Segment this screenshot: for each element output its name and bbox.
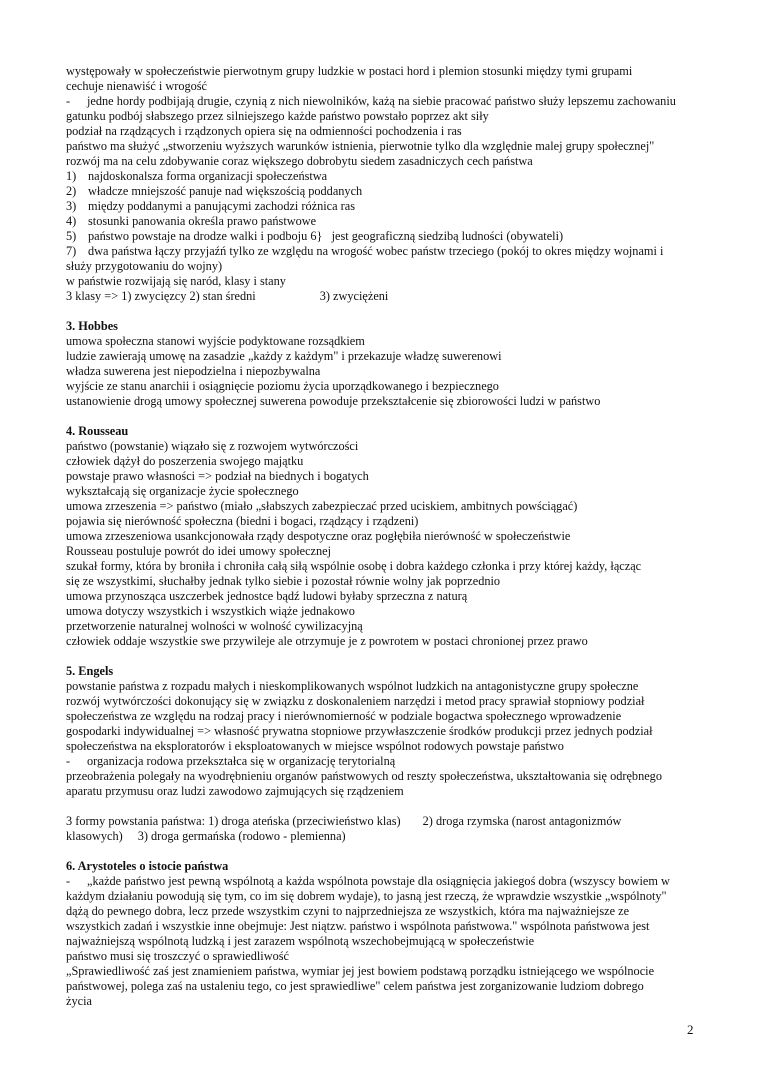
text-line: umowa społeczna stanowi wyjście podyktowane rozsądkiem [66,334,365,348]
text-line: władza suwerena jest niepodzielna i niepozbywalna [66,364,321,378]
text-line: służy przygotowaniu do wojny) [66,259,223,273]
text-line: państwo (powstanie) wiązało się z rozwojem wytwórczości [66,439,359,453]
text-line: człowiek oddaje wszystkie swe przywileje ale otrzymuje je z powrotem w postaci chronionej przez prawo [66,634,588,648]
text-line: przeobrażenia polegały na wyodrębnieniu organów państwowych od reszty społeczeństwa, ukształtowania się odrębnego [66,769,662,783]
text-fragment: 3 formy powstania państwa: 1) droga ateńska (przeciwieństwo klas) [66,814,401,828]
text-line: występowały w społeczeństwie pierwotnym grupy ludzkie w postaci hord i plemion stosunki między tymi grupami [66,64,633,78]
list-item [66,244,706,259]
list-number: 5) [66,229,77,243]
section-heading-aristotle: 6. Arystoteles o istocie państwa [66,859,229,873]
text-line: podział na rządzących i rządzonych opiera się na odmienności pochodzenia i ras [66,124,462,138]
text-line: państwo ma służyć „stworzeniu wyższych warunków istnienia, pierwotnie tylko dla względnie malej grupy społecznej" [66,139,655,153]
text-line: państwo musi się troszczyć o sprawiedliwość [66,949,290,963]
section-heading-engels: 5. Engels [66,664,114,678]
text-line: człowiek dążył do poszerzenia swojego majątku [66,454,304,468]
dash-line [66,874,706,889]
list-text: stosunki panowania określa prawo państwowe [88,214,317,228]
text-line: „każde państwo jest pewną wspólnotą a każda wspólnota powstaje dla osiągnięcia jakiegoś dobra (wszyscy bowiem w [87,874,670,888]
dash-marker: - [66,94,71,108]
list-number: 2) [66,184,77,198]
list-number: 1) [66,169,77,183]
text-line: ludzie zawierają umowę na zasadzie „każdy z każdym" i przekazuje władzę suwerenowi [66,349,502,363]
text-line: rozwój ma na celu zdobywanie coraz większego dobrobytu siedem zasadniczych cech państwa [66,154,533,168]
list-item [66,214,706,229]
text-line: najważniejszą wspólnotą ludzką i jest zarazem wspólnotą wszechobejmującą w społeczeństwie [66,934,535,948]
text-line: ustanowienie drogą umowy społecznej suwerena powoduje przekształcenie się zbiorowości ludzi w państwo [66,394,601,408]
text-line: życia [66,994,92,1008]
text-line: umowa zrzeszeniowa usankcjonowała rządy despotyczne oraz pogłębiła nierówność w społeczeństwie [66,529,571,543]
text-line: powstanie państwa z rozpadu małych i nieskomplikowanych wspólnot ludzkich na antagonistyczne grupy społeczne [66,679,639,693]
text-line: społeczeństwa ze względu na rodzaj pracy i nierównomierność w podziale bogactwa społecznego wprowadzenie [66,709,622,723]
list-number: 3) [66,199,77,213]
list-number: 7) [66,244,77,258]
text-line: „Sprawiedliwość zaś jest znamieniem państwa, wymiar jej jest bowiem podstawą porządku istniejącego we wspólnocie [66,964,655,978]
text-line: aparatu przymusu oraz ludzi zawodowo zajmujących się rządzeniem [66,784,404,798]
list-text: dwa państwa łączy przyjaźń tylko ze względu na wrogość wobec państw trzeciego (pokój to okres między wojnami i [88,244,664,258]
classes-line [66,289,706,304]
list-item [66,184,706,199]
text-line: dążą do pewnego dobra, lecz przede wszystkim czyni to najprzedniejsza ze wszystkich, która ma najważniejsze ze [66,904,630,918]
dash-marker: - [66,754,71,768]
text-fragment: 3) droga germańska (rodowo - plemienna) [137,829,346,843]
text-line: cechuje nienawiść i wrogość [66,79,208,93]
list-text: między poddanymi a panującymi zachodzi różnica ras [88,199,356,213]
text-line: społeczeństwa na eksploratorów i eksploatowanych w miejsce wspólnot rodowych powstaje państwo [66,739,564,753]
text-line: pojawia się nierówność społeczna (biedni i bogaci, rządzący i rządzeni) [66,514,419,528]
text-line: w państwie rozwijają się naród, klasy i stany [66,274,286,288]
dash-line [66,94,706,109]
text-line: umowa zrzeszenia => państwo (miało „słabszych zabezpieczać przed uciskiem, ambitnych powściągać) [66,499,578,513]
text-line: wykształcają się organizacje życie społecznego [66,484,299,498]
text-line: wszystkich zadań i wszystkie inne obejmuje: Jest niątzw. państwo i wspólnota państwowa." wspólnota państwowa jest [66,919,650,933]
text-line: organizacja rodowa przekształca się w organizację terytorialną [87,754,396,768]
text-line: państwowej, polega zaś na ustaleniu tego, co jest sprawiedliwe" celem państwa jest zorganizowanie ludziom dobrego [66,979,644,993]
text-line: wyjście ze stanu anarchii i osiągnięcie poziomu życia uporządkowanego i bezpiecznego [66,379,499,393]
list-number: 4) [66,214,77,228]
text-line: powstaje prawo własności => podział na biednych i bogatych [66,469,369,483]
text-line: jedne hordy podbijają drugie, czynią z nich niewolników, każą na siebie pracować państwo służy lepszemu zachowaniu [87,94,676,108]
forms-line [66,814,706,829]
list-text: władcze mniejszość panuje nad większością poddanych [88,184,363,198]
section-heading-hobbes: 3. Hobbes [66,319,118,333]
text-line: Rousseau postuluje powrót do idei umowy społecznej [66,544,332,558]
text-fragment: 2) droga rzymska (narost antagonizmów [422,814,622,828]
list-item [66,229,706,244]
text-fragment: 3) zwyciężeni [319,289,389,303]
forms-line [66,829,706,844]
page-number: 2 [687,1022,694,1037]
dash-marker: - [66,874,71,888]
text-fragment: 3 klasy => 1) zwycięzcy 2) stan średni [66,289,256,303]
text-line: umowa dotyczy wszystkich i wszystkich wiąże jednakowo [66,604,355,618]
text-line: rozwój wytwórczości dokonujący się w związku z doskonaleniem narzędzi i metod pracy sprawiał stopniowy podział [66,694,645,708]
text-line: szukał formy, która by broniła i chroniła całą siłą wspólnie osobę i dobra każdego członka i przy której każdy, łącząc [66,559,642,573]
list-text: najdoskonalsza forma organizacji społeczeństwa [88,169,328,183]
list-item [66,199,706,214]
text-fragment: klasowych) [66,829,123,843]
document-page [66,64,706,1009]
text-line: gospodarki indywidualnej => własność prywatna stopniowe przywłaszczenie środków produkcji przez jednych podział [66,724,653,738]
list-item [66,169,706,184]
section-heading-rousseau: 4. Rousseau [66,424,129,438]
text-line: każdym działaniu powodują się tym, co im się dobrem wydaje), to jasną jest rzeczą, że wprawdzie wszystkie „wspólnoty" [66,889,667,903]
text-line: gatunku podbój słabszego przez silniejszego każde państwo powstało poprzez akt siły [66,109,489,123]
text-line: przetworzenie naturalnej wolności w wolność cywilizacyjną [66,619,363,633]
text-line: umowa przynosząca uszczerbek jednostce bądź ludowi byłaby sprzeczna z naturą [66,589,468,603]
list-text: państwo powstaje na drodze walki i podboju 6} jest geograficzną siedzibą ludności (obywateli) [88,229,564,243]
text-line: się ze wszystkimi, słuchałby jednak tylko siebie i pozostał równie wolny jak poprzednio [66,574,501,588]
dash-line [66,754,706,769]
